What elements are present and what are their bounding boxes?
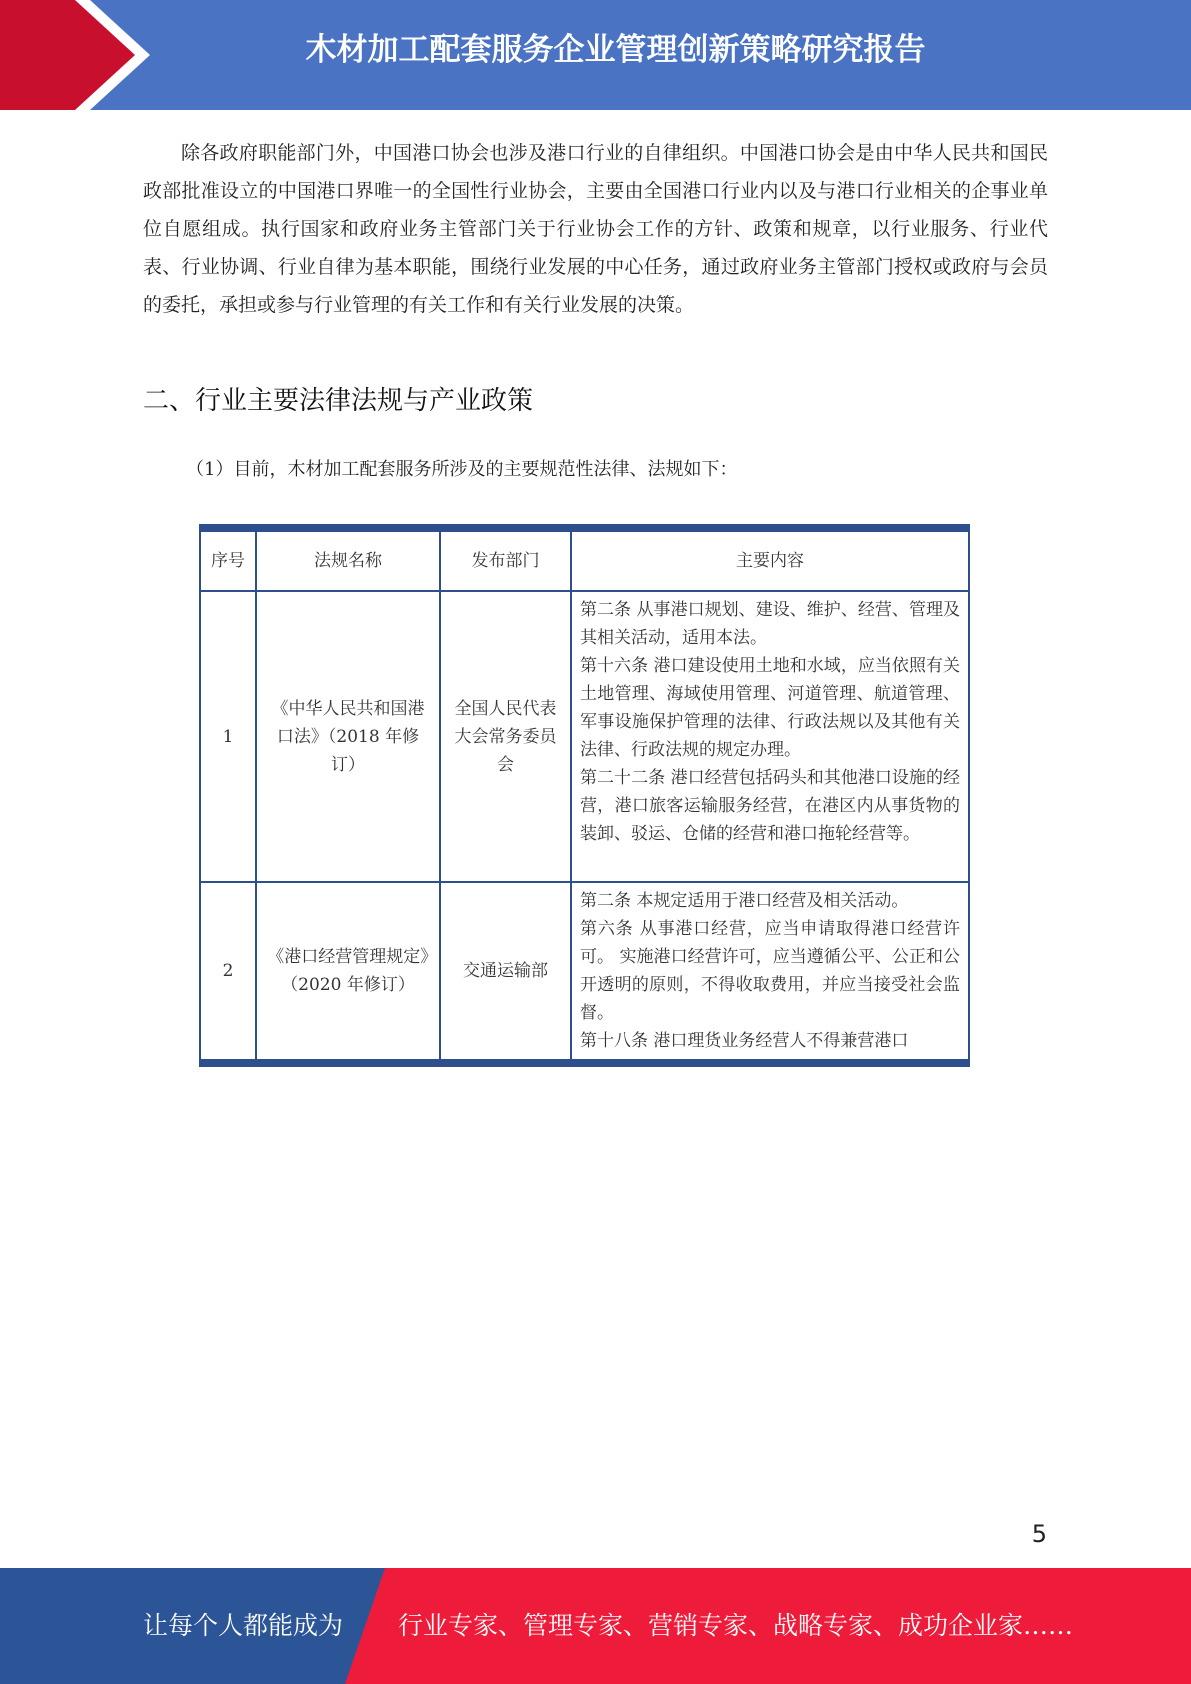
row-name: 《港口经营管理规定》（2020 年修订）	[256, 882, 440, 1060]
page-footer	[0, 1568, 1191, 1684]
section-heading: 二、行业主要法律法规与产业政策	[143, 386, 534, 416]
regulations-table	[199, 524, 970, 1067]
footer-slogan-left: 让每个人都能成为	[143, 1611, 344, 1640]
footer-slogan-right: 行业专家、管理专家、营销专家、战略专家、成功企业家……	[398, 1611, 1074, 1640]
content-line: 第十八条 港口理货业务经营人不得兼营港口	[580, 1031, 909, 1051]
content-line: 第十六条 港口建设使用土地和水域，应当依照有关土地管理、海域使用管理、河道管理、航道管理、军事设施保护管理的法律、行政法规以及其他有关法律、行政法规的规定办理。	[580, 656, 960, 760]
header-name: 法规名称	[256, 531, 440, 591]
content-line: 第二条 本规定适用于港口经营及相关活动。	[580, 891, 909, 911]
row-no: 1	[200, 591, 256, 882]
table-row	[200, 882, 969, 1060]
header-no: 序号	[200, 531, 256, 591]
table-lead-text: （1）目前，木材加工配套服务所涉及的主要规范性法律、法规如下：	[186, 459, 738, 480]
intro-paragraph: 除各政府职能部门外，中国港口协会也涉及港口行业的自律组织。中国港口协会是由中华人民共和国民政部批准设立的中国港口界唯一的全国性行业协会，主要由全国港口行业内以及与港口行业相关的企事业单位自愿组成。执行国家和政府业务主管部门关于行业协会工作的方针、政策和规章，以行业服务、行业代表、行业协调、行业自律为基本职能，围绕行业发展的中心任务，通过政府业务主管部门授权或政府与会员的委托，承担或参与行业管理的有关工作和有关行业发展的决策。	[143, 142, 1048, 316]
header-dept: 发布部门	[440, 531, 571, 591]
row-content	[571, 591, 969, 882]
page-header	[0, 0, 1191, 110]
content-line: 第六条 从事港口经营，应当申请取得港口经营许可。 实施港口经营许可，应当遵循公平、公正和公开透明的原则，不得收取费用，并应当接受社会监督。	[580, 919, 960, 1023]
row-content	[571, 882, 969, 1060]
content-line: 第二十二条 港口经营包括码头和其他港口设施的经营，港口旅客运输服务经营，在港区内从事货物的装卸、驳运、仓储的经营和港口拖轮经营等。	[580, 768, 960, 844]
page-number: 5	[1031, 1520, 1047, 1548]
report-title: 木材加工配套服务企业管理创新策略研究报告	[305, 32, 926, 68]
row-dept: 交通运输部	[440, 882, 571, 1060]
table-header-row	[200, 531, 969, 591]
table-row	[200, 591, 969, 882]
row-dept: 全国人民代表大会常务委员会	[440, 591, 571, 882]
row-name: 《中华人民共和国港口法》（2018 年修订）	[256, 591, 440, 882]
row-no: 2	[200, 882, 256, 1060]
header-content: 主要内容	[571, 531, 969, 591]
content-line: 第二条 从事港口规划、建设、维护、经营、管理及其相关活动，适用本法。	[580, 600, 960, 648]
